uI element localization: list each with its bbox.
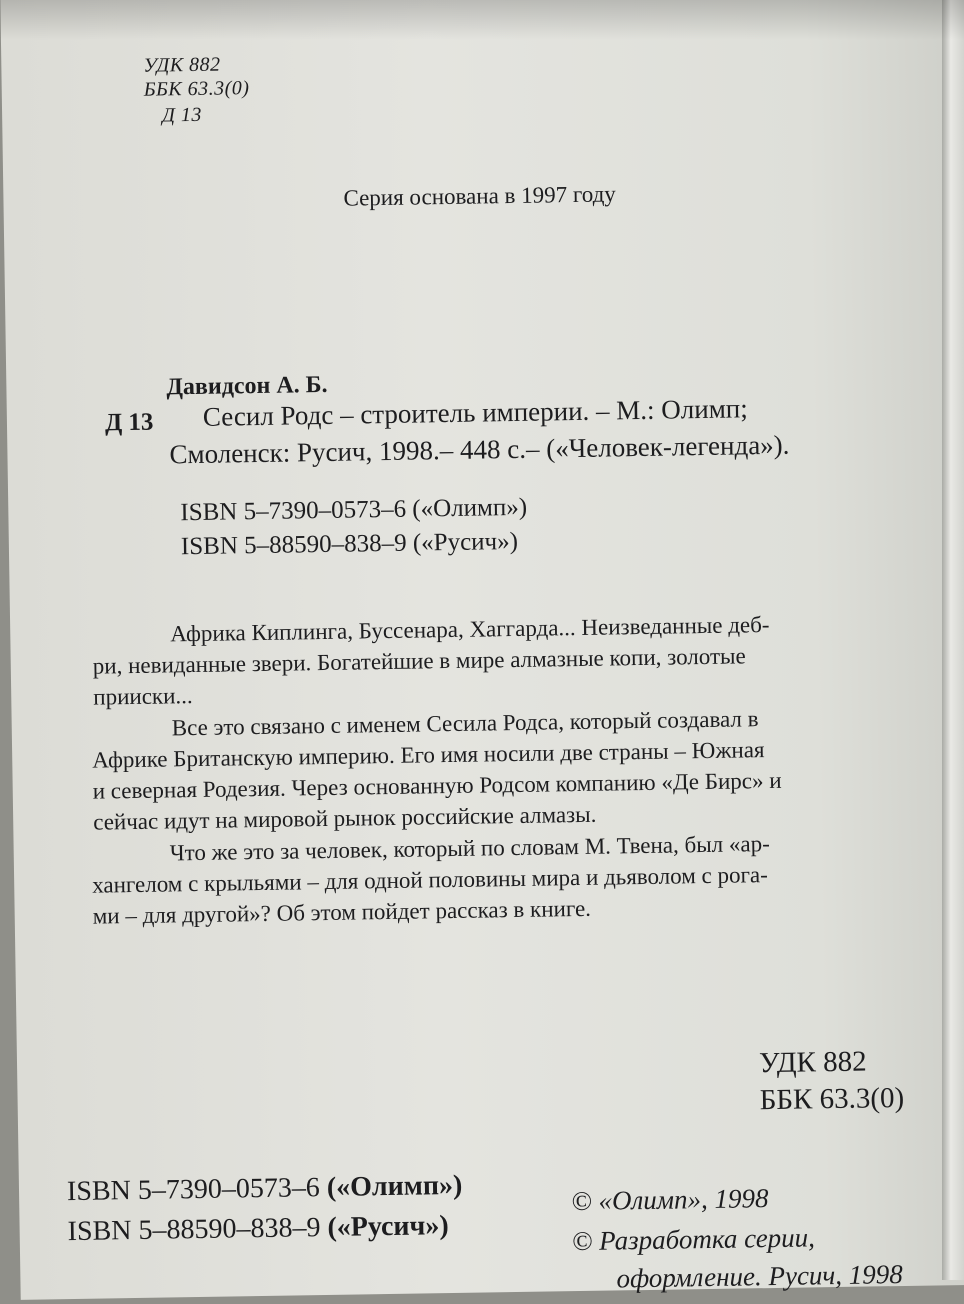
annotation-line: ри, невиданные звери. Богатейшие в мире алмазные копи, золотые <box>92 643 746 679</box>
annotation-line: хангелом с крыльями – для одной половины мира и дьяволом с рога- <box>92 862 768 898</box>
top-bbk: ББК 63.3(0) <box>143 77 250 101</box>
footer-isbn-rusich <box>67 1209 449 1249</box>
footer-isbn-olimp <box>67 1169 463 1209</box>
isbn-publisher: («Русич») <box>327 1210 449 1244</box>
isbn-number: ISBN 5–88590–838–9 <box>67 1212 321 1248</box>
title-line: Сесил Родс – строитель империи. – М.: Олимп; <box>202 393 748 432</box>
bottom-bbk: ББК 63.3(0) <box>759 1081 905 1117</box>
imprint-line: Смоленск: Русич, 1998.– 448 с.– («Человек-легенда»). <box>169 429 790 470</box>
annotation-line: Что же это за человек, который по словам М. Твена, был «ар- <box>169 831 770 866</box>
annotation-line: Африка Киплинга, Буссенара, Хаггарда... Неизведанные деб- <box>170 611 770 647</box>
annotation-line: Африке Британскую империю. Его имя носили две страны – Южная <box>92 737 765 773</box>
copyright-design: оформление. Русич, 1998 <box>616 1258 904 1294</box>
annotation-line: прииски... <box>93 683 193 710</box>
isbn-number: ISBN 5–7390–0573–6 <box>66 1172 321 1208</box>
annotation-line: и северная Родезия. Через основанную Родсом компанию «Де Бирс» и <box>92 767 782 804</box>
top-udk: УДК 882 <box>143 53 221 77</box>
annotation-line: ми – для другой»? Об этом пойдет рассказ в книге. <box>92 895 592 929</box>
author-code: Д 13 <box>104 408 154 437</box>
annotation-line: сейчас идут на мировой рынок российские алмазы. <box>93 801 597 835</box>
copyright-series: © Разработка серии, <box>571 1222 816 1257</box>
series-note: Серия основана в 1997 году <box>343 181 616 211</box>
bottom-udk: УДК 882 <box>758 1045 867 1080</box>
author: Давидсон А. Б. <box>166 371 328 401</box>
isbn-olimp: ISBN 5–7390–0573–6 («Олимп») <box>180 493 528 527</box>
top-shadow <box>0 0 964 40</box>
annotation-line: Все это связано с именем Сесила Родса, который создавал в <box>171 706 759 741</box>
top-code: Д 13 <box>161 103 203 127</box>
isbn-publisher: («Олимп») <box>326 1169 463 1204</box>
isbn-rusich: ISBN 5–88590–838–9 («Русич») <box>180 527 519 561</box>
page-edge <box>942 0 964 1280</box>
copyright-olimp: © «Олимп», 1998 <box>571 1183 769 1217</box>
